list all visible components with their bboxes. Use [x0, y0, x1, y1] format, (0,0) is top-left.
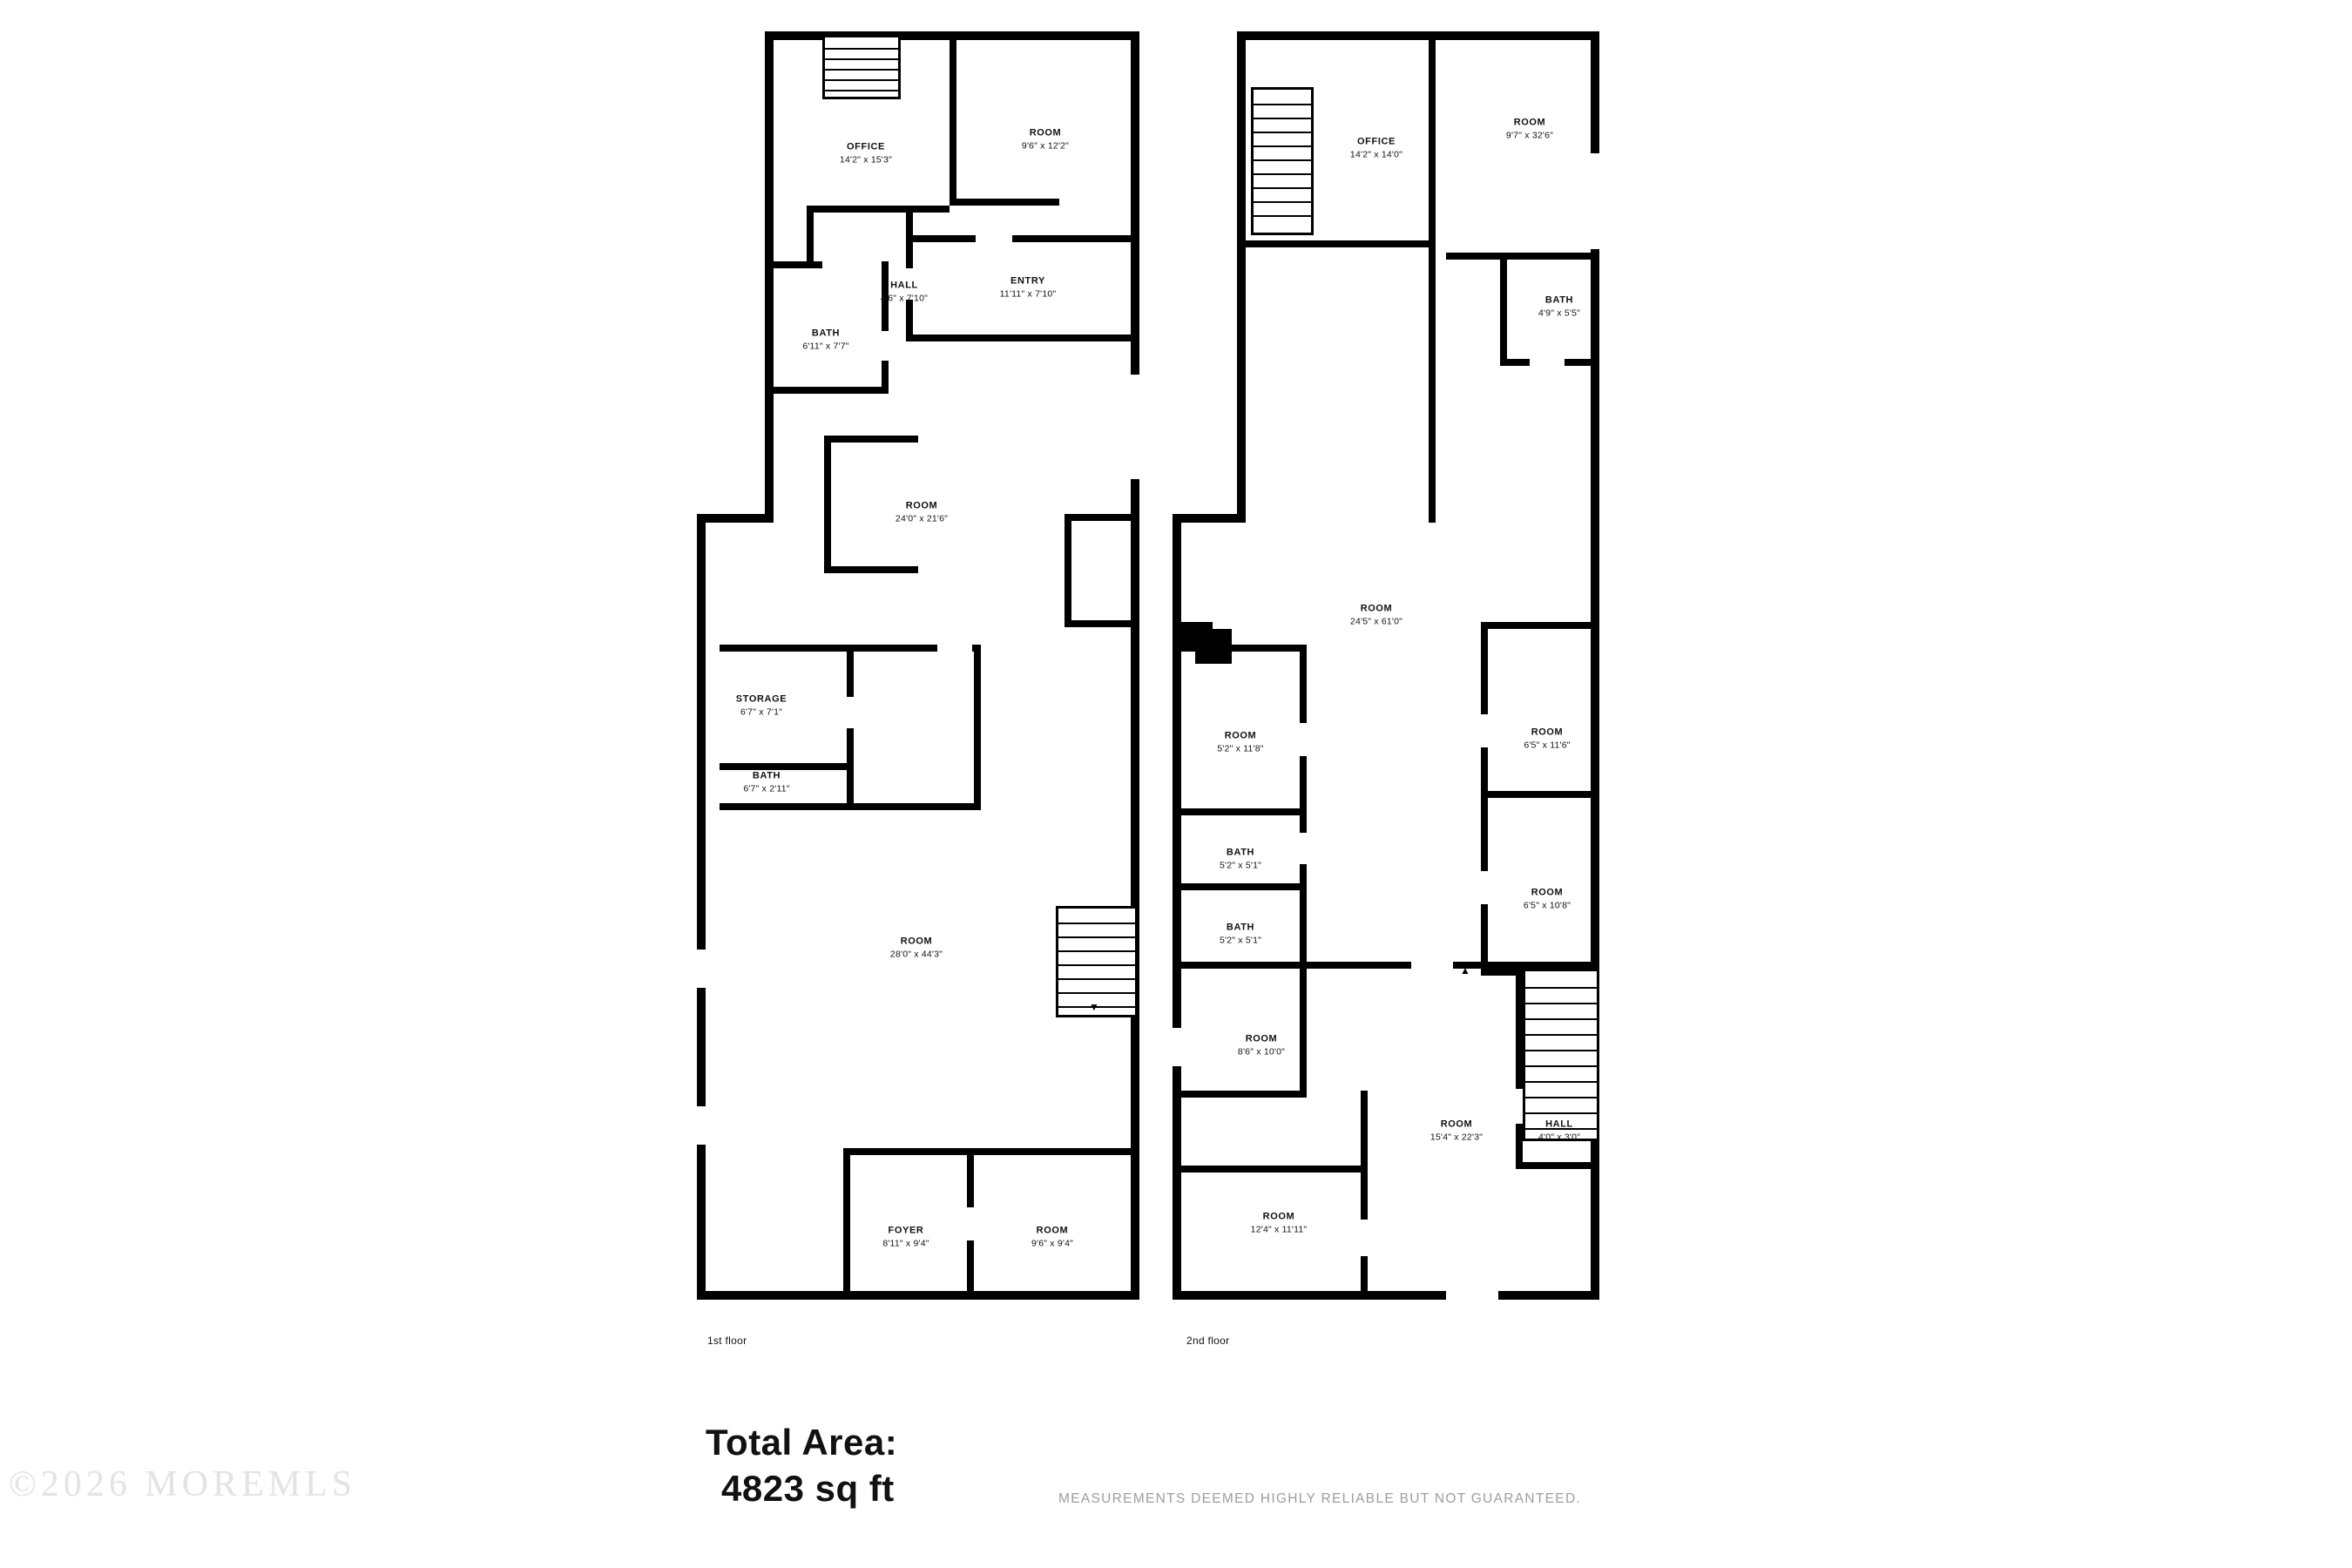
wall-leftcol-d1-2f: [1181, 808, 1307, 815]
room-label-office-1f: OFFICE 14'2" x 15'3": [839, 141, 893, 166]
wall-right-closet-bottom-1f: [1064, 620, 1139, 627]
door-gap-entry-1f: [976, 233, 1012, 244]
door-gap-midwall-1f: [937, 643, 972, 653]
wall-office-bottom-2f: [1246, 240, 1436, 247]
wall-office-right-2f: [1429, 31, 1436, 260]
wall-hall-left-1f: [807, 213, 814, 261]
door-gap-rc2-2f: [1479, 871, 1490, 904]
door-gap-lc1-2f: [1298, 723, 1308, 756]
floor-caption-2f: 2nd floor: [1186, 1335, 1230, 1347]
wall-exterior-left-low-2f: [1173, 514, 1181, 1300]
room-label-bath-2f-a: BATH 4'9" x 5'5": [1538, 294, 1581, 319]
wall-top-divider-1f: [807, 206, 950, 213]
room-label-bath-1f-b: BATH 6'7" x 2'11": [743, 770, 790, 794]
floor-caption-1f: 1st floor: [707, 1335, 747, 1347]
wall-rightcol-left-2f: [1481, 622, 1488, 974]
staircase-1f-top: [822, 35, 901, 99]
door-gap-exterior-2f: [1171, 1028, 1183, 1066]
stair-direction-arrow-1f: ▼: [1089, 1001, 1099, 1013]
wall-rightcol-top-2f: [1481, 622, 1599, 629]
room-label-room-2f-g: ROOM 12'4" x 11'11": [1250, 1211, 1308, 1235]
door-gap-office-2f: [1436, 228, 1446, 263]
door-gap-lower-2f: [1411, 960, 1453, 970]
wall-exterior-left-up-2f: [1237, 31, 1246, 519]
room-label-office-2f: OFFICE 14'2" x 14'0": [1349, 136, 1403, 160]
wall-room-left-1f: [956, 199, 1059, 206]
room-label-bath-2f-b: BATH 5'2" x 5'1": [1219, 847, 1262, 871]
door-gap-lower2-2f: [1359, 1220, 1369, 1256]
wall-midroom-bottom-1f: [824, 566, 918, 573]
door-gap-bottom-2f: [1446, 1289, 1498, 1301]
door-gap-bath-2f: [1530, 357, 1565, 368]
wall-hall-v-2f: [1516, 969, 1523, 1169]
wall-entry-top-1f: [906, 235, 1139, 242]
wall-leftcol-d2-2f: [1181, 883, 1307, 890]
room-label-room-2f-a: ROOM 9'7" x 32'6": [1505, 117, 1554, 141]
wall-bath-bottom-1f: [770, 387, 889, 394]
room-label-room-2f-main: ROOM 24'5" x 61'0": [1349, 603, 1403, 627]
door-gap-foyer-1f: [965, 1207, 976, 1240]
room-label-room-1f-a: ROOM 9'6" x 12'2": [1021, 127, 1070, 152]
wall-step-left-1f: [697, 514, 774, 523]
door-gap-exterior2-1f: [695, 1106, 707, 1145]
wall-lower-h1-2f: [1181, 1091, 1307, 1098]
wall-exterior-top-2f: [1237, 31, 1599, 40]
total-area-label: Total Area:: [706, 1422, 898, 1463]
door-gap-exterior2-2f: [1589, 153, 1601, 249]
wall-right-closet-top-1f: [1064, 514, 1139, 521]
wall-bath-left-1f: [770, 261, 822, 268]
wall-storage-bottom-1f: [720, 803, 981, 810]
total-area-value: 4823 sq ft: [721, 1467, 895, 1509]
measurement-disclaimer: MEASUREMENTS DEEMED HIGHLY RELIABLE BUT NOT GUARANTEED.: [1058, 1491, 1582, 1506]
wall-entry-bottom-1f: [906, 335, 1139, 341]
room-label-room-1f-d: ROOM 9'6" x 9'4": [1031, 1225, 1074, 1249]
room-label-room-2f-d: ROOM 6'5" x 10'8": [1523, 887, 1571, 911]
wall-right-closet-left-1f: [1064, 514, 1071, 627]
room-label-room-1f-b: ROOM 24'0" x 21'6": [895, 500, 949, 524]
wall-bath-top-2f: [1500, 260, 1507, 366]
wall-midroom-top-1f: [824, 436, 918, 443]
door-gap-storage-1f: [845, 697, 855, 728]
room-label-entry-1f: ENTRY 11'11" x 7'10": [999, 275, 1057, 300]
staircase-2f-top: [1251, 87, 1314, 235]
wall-exterior-left-upper-1f: [765, 31, 774, 519]
wall-pilaster-2f: [1195, 629, 1232, 664]
wall-lower-h2-2f: [1181, 1166, 1368, 1173]
wall-exterior-left-lower-1f: [697, 514, 706, 1300]
room-label-room-1f-c: ROOM 28'0" x 44'3": [889, 936, 943, 960]
wall-mid-vert-2f: [1429, 253, 1436, 523]
staircase-2f-lower: [1523, 969, 1599, 1141]
watermark: ©2026 MOREMLS: [9, 1464, 357, 1504]
wall-lower-top-2f: [1173, 962, 1599, 969]
room-label-foyer-1f: FOYER 8'11" x 9'4": [882, 1225, 929, 1249]
room-label-room-2f-e: ROOM 8'6" x 10'0": [1237, 1033, 1286, 1058]
wall-rightcol-d1-2f: [1481, 791, 1599, 798]
wall-exterior-bottom-1f: [697, 1291, 1139, 1300]
wall-step-left-2f: [1173, 514, 1246, 523]
room-label-storage-1f: STORAGE 6'7" x 7'1": [735, 693, 787, 718]
wall-lower-v1-2f: [1300, 969, 1307, 1091]
wall-lower-v2-2f: [1361, 1091, 1368, 1300]
door-gap-lc2-2f: [1298, 833, 1308, 864]
stair-direction-arrow-2f: ▲: [1460, 964, 1470, 977]
room-label-hall-1f: HALL 4'6" x 7'10": [880, 280, 929, 304]
wall-hall-h-2f: [1516, 1162, 1599, 1169]
wall-midroom-left-1f: [824, 436, 831, 573]
door-gap-exterior3-1f: [1129, 375, 1141, 479]
room-label-room-2f-f: ROOM 15'4" x 22'3": [1429, 1119, 1484, 1143]
room-label-room-2f-b: ROOM 5'2" x 11'8": [1217, 730, 1264, 754]
room-label-bath-2f-c: BATH 5'2" x 5'1": [1219, 922, 1262, 946]
door-gap-bath-1f: [880, 331, 890, 361]
door-gap-rc1-2f: [1479, 714, 1490, 747]
total-area-block: [706, 1420, 1071, 1511]
room-label-bath-1f-a: BATH 6'11" x 7'7": [802, 328, 849, 352]
wall-storage-right2-1f: [974, 645, 981, 810]
wall-office-right-1f: [950, 31, 956, 206]
room-label-hall-2f: HALL 4'0" x 3'0": [1538, 1119, 1581, 1143]
wall-exterior-bottom-2f: [1173, 1291, 1599, 1300]
wall-topright-low-2f: [1429, 253, 1599, 260]
room-label-room-2f-c: ROOM 6'5" x 11'6": [1524, 727, 1571, 751]
wall-exterior-right-1f: [1131, 31, 1139, 1300]
wall-foyer-top-1f: [843, 1148, 1139, 1155]
door-gap-exterior-1f: [695, 950, 707, 988]
wall-foyer-left-1f: [843, 1148, 850, 1300]
